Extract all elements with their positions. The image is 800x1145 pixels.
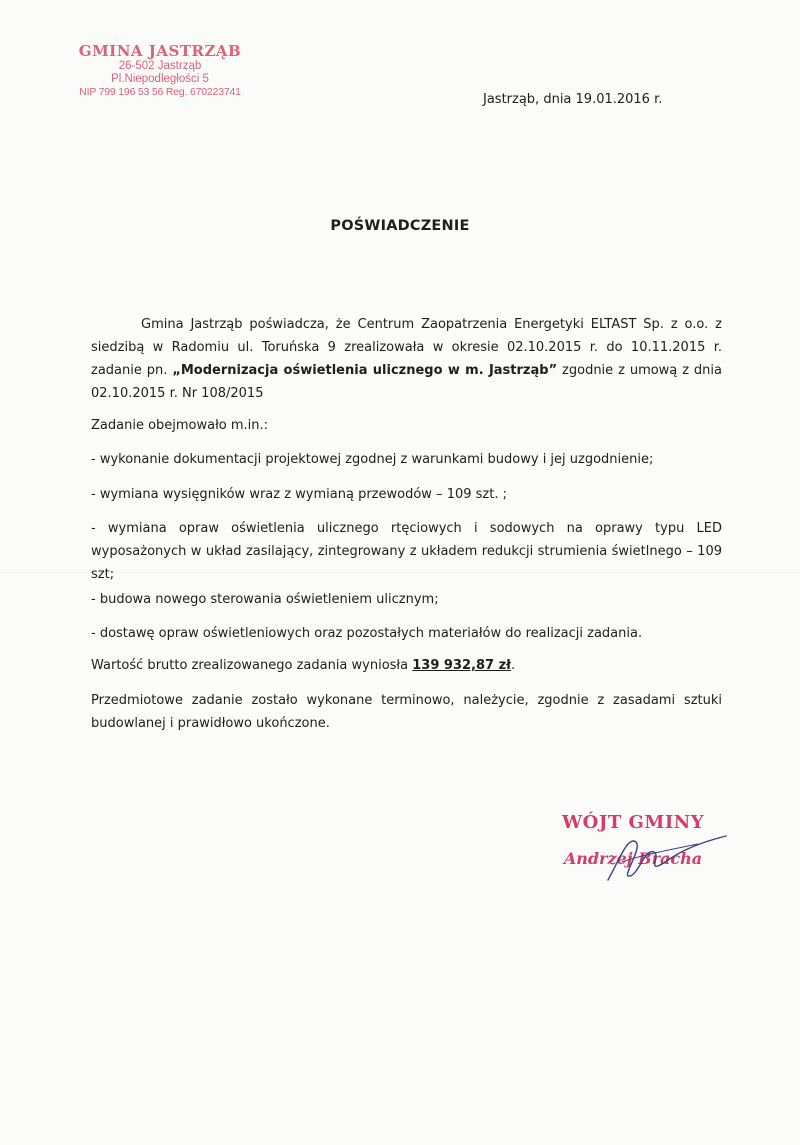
municipality-stamp xyxy=(60,42,260,99)
scope-item: - wykonanie dokumentacji projektowej zgodnej z warunkami budowy i jej uzgodnienie; xyxy=(91,452,654,467)
value-suffix: . xyxy=(510,658,516,673)
intro-paragraph xyxy=(91,313,722,405)
value-label: Wartość brutto zrealizowanego zadania wyniosła xyxy=(91,658,413,673)
scope-item: - budowa nowego sterowania oświetleniem ulicznym; xyxy=(91,592,439,607)
scope-item: - wymiana wysięgników wraz z wymianą przewodów – 109 szt. ; xyxy=(91,487,507,502)
value-line xyxy=(91,654,722,677)
stamp-name: GMINA JASTRZĄB xyxy=(78,42,242,60)
document-date: Jastrząb, dnia 19.01.2016 r. xyxy=(483,92,663,107)
scope-item: - dostawę opraw oświetleniowych oraz pozostałych materiałów do realizacji zadania. xyxy=(91,626,643,641)
scope-heading: Zadanie obejmowało m.in.: xyxy=(91,418,269,433)
task-name: „Modernizacja oświetlenia ulicznego w m. Jastrząb” xyxy=(172,363,558,378)
stamp-address-1: 26-502 Jastrząb xyxy=(118,60,202,72)
signature-role: WÓJT GMINY xyxy=(561,812,705,833)
closing-paragraph: Przedmiotowe zadanie zostało wykonane terminowo, należycie, zgodnie z zasadami sztuki budowlanej i prawidłowo ukończone. xyxy=(91,693,722,731)
value-amount: 139 932,87 zł xyxy=(412,658,511,673)
stamp-nip: NIP 799 196 53 56 Reg. 670223741 xyxy=(79,86,241,98)
paper-fold xyxy=(0,572,800,573)
intro-part-2: zgodnie z umową z dnia 02.10.2015 r. Nr 108/2015 xyxy=(91,363,723,401)
stamp-address-2: Pl.Niepodległości 5 xyxy=(111,73,209,85)
scope-item: - wymiana opraw oświetlenia ulicznego rtęciowych i sodowych na oprawy typu LED wyposażonych w układ zasilający, zintegrowany z układem redukcji strumienia świetlnego – 109 szt; xyxy=(91,521,722,582)
document-title: POŚWIADCZENIE xyxy=(330,218,470,234)
intro-part-1: Gmina Jastrząb poświadcza, że Centrum Zaopatrzenia Energetyki ELTAST Sp. z o.o. z siedzibą w Radomiu ul. Toruńska 9 zrealizowała w okresie 02.10.2015 r. do 10.11.2015 r. zadanie pn. xyxy=(91,317,722,378)
signature-name: Andrzej Bracha xyxy=(563,849,703,868)
handwritten-signature xyxy=(598,828,738,888)
